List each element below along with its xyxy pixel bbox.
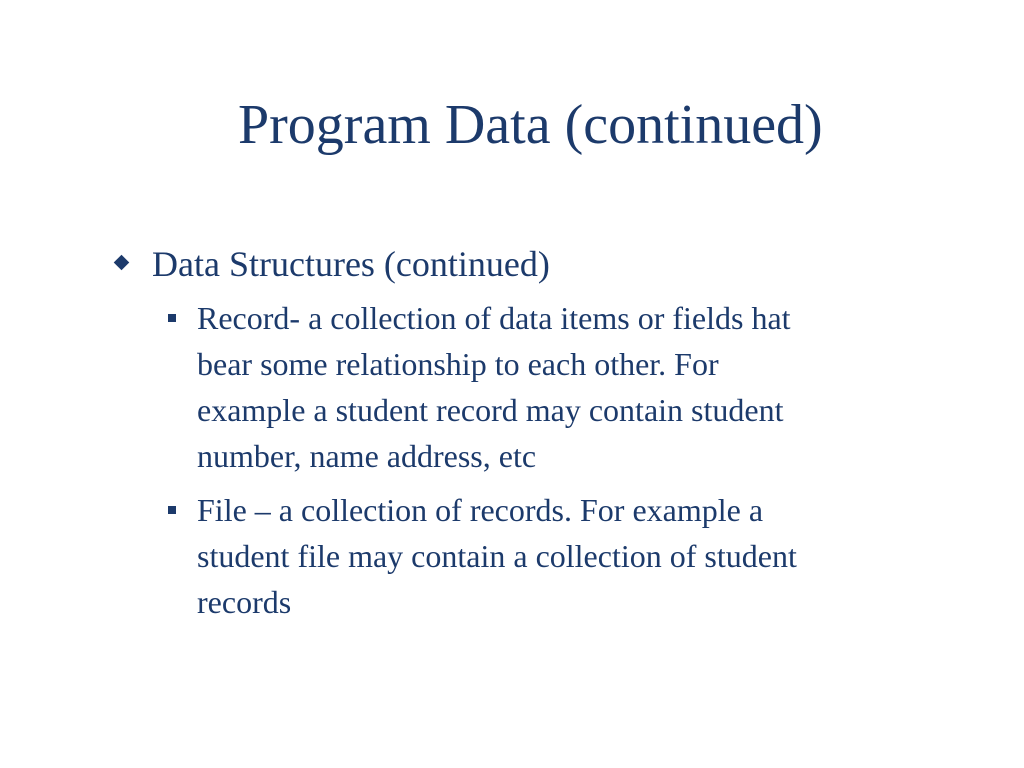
square-bullet-icon — [168, 506, 176, 514]
sub-bullet-line: Record- a collection of data items or fields hat — [197, 300, 791, 336]
sub-bullet-list — [166, 295, 976, 625]
sub-bullet-line: number, name address, etc — [197, 438, 537, 474]
sub-bullet-file — [166, 487, 976, 625]
sub-bullet-line: File – a collection of records. For example a — [197, 492, 764, 528]
slide-title: Program Data (continued) — [238, 94, 823, 156]
diamond-bullet-icon — [114, 255, 130, 271]
bullet-data-structures — [116, 242, 976, 287]
sub-bullet-record — [166, 295, 976, 479]
sub-bullet-line: example a student record may contain student — [197, 392, 784, 428]
slide-content — [116, 242, 976, 633]
bullet-text: Data Structures (continued) — [152, 244, 550, 284]
sub-bullet-line: records — [197, 584, 292, 620]
sub-bullet-line: bear some relationship to each other. For — [197, 346, 719, 382]
sub-bullet-line: student file may contain a collection of student — [197, 538, 797, 574]
square-bullet-icon — [168, 314, 176, 322]
